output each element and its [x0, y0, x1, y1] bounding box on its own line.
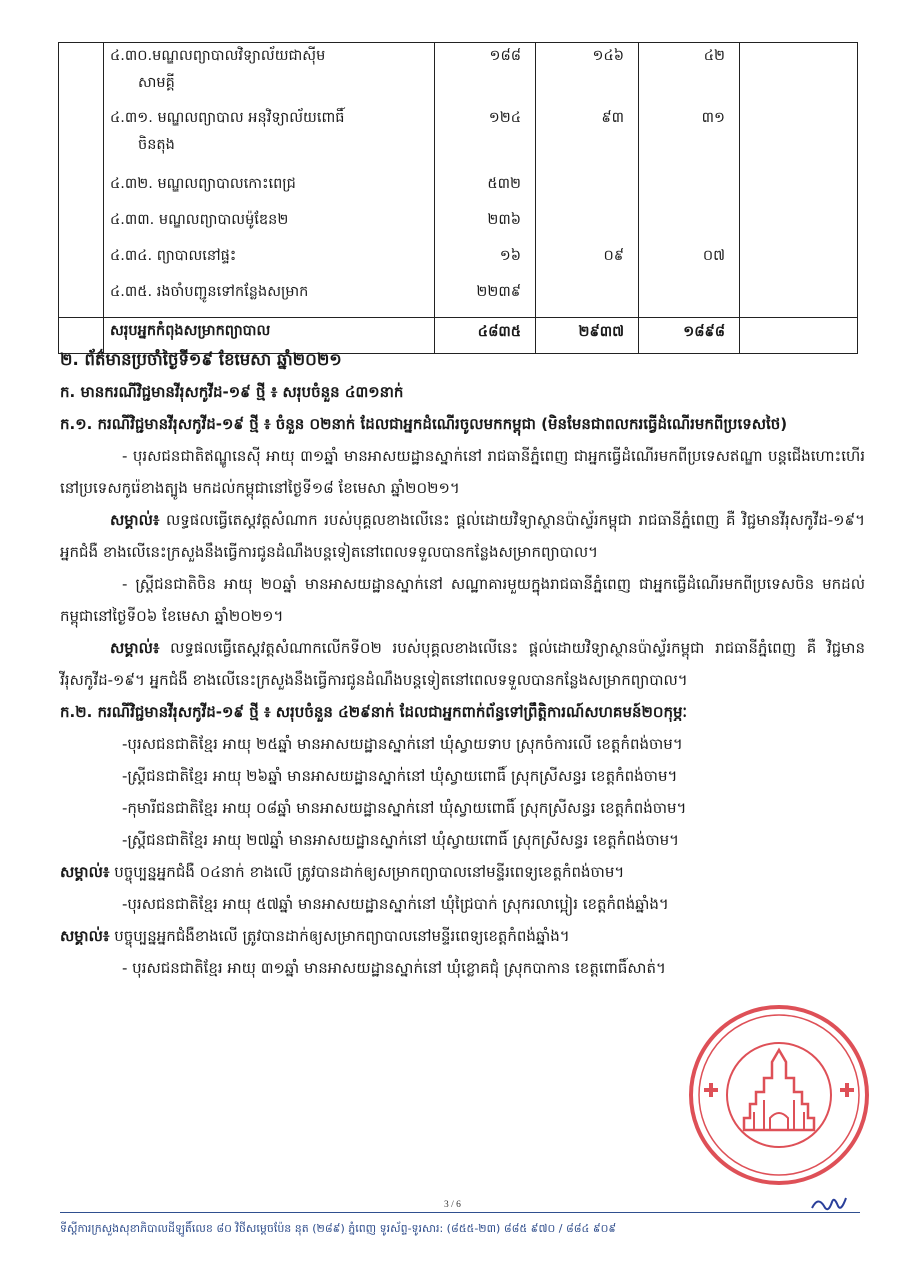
- table-row: [59, 171, 858, 207]
- value-male: [536, 279, 639, 318]
- value-female: ៣១: [639, 105, 740, 171]
- value-female: ៤២: [639, 43, 740, 106]
- case-paragraph: - បុរសជនជាតិឥណ្ឌូនេស៊ី អាយុ ៣១ឆ្នាំ មានអាសយដ្ឋានស្នាក់នៅ រាជធានីភ្នំពេញ ជាអ្នកធ្វើដំណើរមកពីប្រទេសឥណ្ឌា បន្តជើងហោះហើរនៅប្រទេសកូរ៉េខាងត្បូង មកដល់កម្ពុជានៅថ្ងៃទី១៨ ខែមេសា ឆ្នាំ២០២១។: [60, 447, 865, 497]
- value-male: ៩៣: [536, 105, 639, 171]
- list-item: -កុមារីជនជាតិខ្មែរ អាយុ ០៨ឆ្នាំ មានអាសយដ្ឋានស្នាក់នៅ ឃុំស្វាយពោធិ៍ ស្រុកស្រីសន្ធរ ខេត្តកំពង់ចាម។: [122, 799, 687, 817]
- row-label: ៤.៣១. មណ្ឌលព្យាបាល អនុវិទ្យាល័យពោធិ៍: [110, 110, 345, 126]
- value-female: ០៧: [639, 243, 740, 279]
- table-row: [59, 207, 858, 243]
- list-item: -ស្ត្រីជនជាតិខ្មែរ អាយុ ២៧ឆ្នាំ មានអាសយដ្ឋានស្នាក់នៅ ឃុំស្វាយពោធិ៍ ស្រុកស្រីសន្ធរ ខេត្តកំពង់ចាម។: [122, 831, 680, 849]
- value-total: ១២៤: [435, 105, 536, 171]
- footer-address: ទីស្តីការក្រសួងសុខាភិបាលដីឡូតិ៍លេខ ៨០ វិថីសម្តេចប៉ែន នុត (២៨៩) ភ្នំពេញ ទូរស័ព្ទ-ទូរសារ: (៨៥៥-២៣) ៨៨៥ ៩៧០ / ៨៨៤ ៩០៩: [60, 1222, 617, 1235]
- section-title: ២. ព័ត៌មានប្រចាំថ្ងៃទី១៩ ខែមេសា ឆ្នាំ២០២១: [60, 350, 342, 369]
- patients-table: [58, 42, 858, 354]
- table-row: [59, 279, 858, 318]
- note-label: សម្គាល់៖: [110, 639, 160, 657]
- total-value-female: ១៨៩៨: [639, 318, 740, 354]
- note-paragraph: [60, 856, 865, 888]
- note-paragraph: [60, 504, 865, 568]
- note-text: បច្ចុប្បន្នអ្នកជំងឺខាងលើ ត្រូវបានដាក់ឲ្យសម្រាកព្យាបាលនៅមន្ទីរពេទ្យខេត្តកំពង់ឆ្នាំង។: [109, 927, 570, 945]
- note-paragraph: [60, 920, 865, 952]
- total-value-all: ៤៨៣៥: [435, 318, 536, 354]
- row-label: ៤.៣២. មណ្ឌលព្យាបាលកោះពេជ្រ: [104, 171, 435, 207]
- row-label: ៤.៣៣. មណ្ឌលព្យាបាលម៉ូឌែន២: [104, 207, 435, 243]
- value-male: [536, 171, 639, 207]
- total-label: សរុបអ្នកកំពុងសម្រាកព្យាបាល: [104, 318, 435, 354]
- page-number: 3 / 6: [444, 1200, 461, 1210]
- case-paragraph: - ស្ត្រីជនជាតិចិន អាយុ ២០ឆ្នាំ មានអាសយដ្ឋានស្នាក់នៅ សណ្ឋាគារមួយក្នុងរាជធានីភ្នំពេញ ជាអ្នកធ្វើដំណើរមកពីប្រទេសចិន មកដល់កម្ពុជានៅថ្ងៃទី០៦ ខែមេសា ឆ្នាំ២០២១។: [60, 575, 865, 625]
- list-item: - បុរសជនជាតិខ្មែរ អាយុ ៣១ឆ្នាំ មានអាសយដ្ឋានស្នាក់នៅ ឃុំខ្លោគជុំ ស្រុកបាកាន ខេត្តពោធិ៍សាត់។: [122, 959, 666, 977]
- ka2-heading: ក.២. ករណីវិជ្ជមានវីរុសកូវីដ-១៩ ថ្មី ៖ សរុបចំនួន ៤២៩នាក់ ដែលជាអ្នកពាក់ព័ន្ធទៅព្រឹត្តិការណ៍សហគមន៍២០កុម្ភៈ: [60, 703, 688, 721]
- ka1-heading: ក.១. ករណីវិជ្ជមានវីរុសកូវីដ-១៩ ថ្មី ៖ ចំនួន ០២នាក់ ដែលជាអ្នកដំណើរចូលមកកម្ពុជា (មិនមែនជាពលករធ្វើដំណើរមកពីប្រទេសថៃ): [60, 415, 788, 433]
- footer-divider: [60, 1212, 860, 1213]
- value-male: [536, 207, 639, 243]
- row-label-cont: ចិនតុង: [138, 137, 175, 153]
- table-row: [59, 43, 858, 106]
- report-body: [60, 344, 865, 984]
- value-female: [639, 171, 740, 207]
- official-seal-stamp: [684, 1000, 874, 1190]
- value-total: ១៦: [435, 243, 536, 279]
- ka-heading: ក. មានករណីវិជ្ជមានវីរុសកូវីដ-១៩ ថ្មី ៖ សរុបចំនួន ៤៣១នាក់: [60, 383, 404, 401]
- row-label: ៤.៣០.មណ្ឌលព្យាបាលវិទ្យាល័យជាស៊ីម: [110, 48, 326, 64]
- value-male: ០៩: [536, 243, 639, 279]
- note-label: សម្គាល់៖: [60, 927, 110, 945]
- list-item: -ស្ត្រីជនជាតិខ្មែរ អាយុ ២៦ឆ្នាំ មានអាសយដ្ឋានស្នាក់នៅ ឃុំស្វាយពោធិ៍ ស្រុកស្រីសន្ធរ ខេត្តកំពង់ចាម។: [122, 767, 678, 785]
- note-text: បច្ចុប្បន្នអ្នកជំងឺ ០៤នាក់ ខាងលើ ត្រូវបានដាក់ឲ្យសម្រាកព្យាបាលនៅមន្ទីរពេទ្យខេត្តកំពង់ចាម។: [109, 863, 625, 881]
- note-text: លទ្ធផលធ្វើតេស្តវត្តសំណាកលើកទី០២ របស់បុគ្គលខាងលើនេះ ផ្តល់ដោយវិទ្យាស្ថានប៉ាស្ទ័រកម្ពុជា រាជធានីភ្នំពេញ គឺ វិជ្ជមានវីរុសកូវីដ-១៩។ អ្នកជំងឺ ខាងលើនេះក្រសួងនឹងធ្វើការជូនដំណឹងបន្តទៀតនៅពេលទទួលបានកន្លែងសម្រាកព្យាបាល។: [60, 639, 865, 689]
- value-total: ១៨៨: [435, 43, 536, 106]
- list-item: -បុរសជនជាតិខ្មែរ អាយុ ៥៧ឆ្នាំ មានអាសយដ្ឋានស្នាក់នៅ ឃុំជ្រៃបាក់ ស្រុករលាប្អៀរ ខេត្តកំពង់ឆ្នាំង។: [122, 895, 669, 913]
- row-label-cont: សាមគ្គី: [138, 75, 175, 91]
- list-item: -បុរសជនជាតិខ្មែរ អាយុ ២៥ឆ្នាំ មានអាសយដ្ឋានស្នាក់នៅ ឃុំស្វាយទាប ស្រុកចំការលើ ខេត្តកំពង់ចាម។: [122, 735, 683, 753]
- note-text: លទ្ធផលធ្វើតេស្តវត្តសំណាក របស់បុគ្គលខាងលើនេះ ផ្តល់ដោយវិទ្យាស្ថានប៉ាស្ទ័រកម្ពុជា រាជធានីភ្នំពេញ គឺ វិជ្ជមានវីរុសកូវីដ-១៩។ អ្នកជំងឺ ខាងលើនេះក្រសួងនឹងធ្វើការជូនដំណឹងបន្តទៀតនៅពេលទទួលបានកន្លែងសម្រាកព្យាបាល។: [60, 511, 865, 561]
- value-male: ១៤៦: [536, 43, 639, 106]
- note-paragraph: [60, 632, 865, 696]
- row-label: ៤.៣៤. ព្យាបាលនៅផ្ទះ: [104, 243, 435, 279]
- value-total: ៥៣២: [435, 171, 536, 207]
- note-label: សម្គាល់៖: [110, 511, 160, 529]
- table-row: [59, 105, 858, 171]
- note-label: សម្គាល់៖: [60, 863, 110, 881]
- row-label: ៤.៣៥. រងចាំបញ្ជូនទៅកន្លែងសម្រាក: [104, 279, 435, 318]
- value-total: ២៣៦: [435, 207, 536, 243]
- total-value-male: ២៩៣៧: [536, 318, 639, 354]
- value-total: ២២៣៩: [435, 279, 536, 318]
- value-female: [639, 207, 740, 243]
- table-row: [59, 243, 858, 279]
- value-female: [639, 279, 740, 318]
